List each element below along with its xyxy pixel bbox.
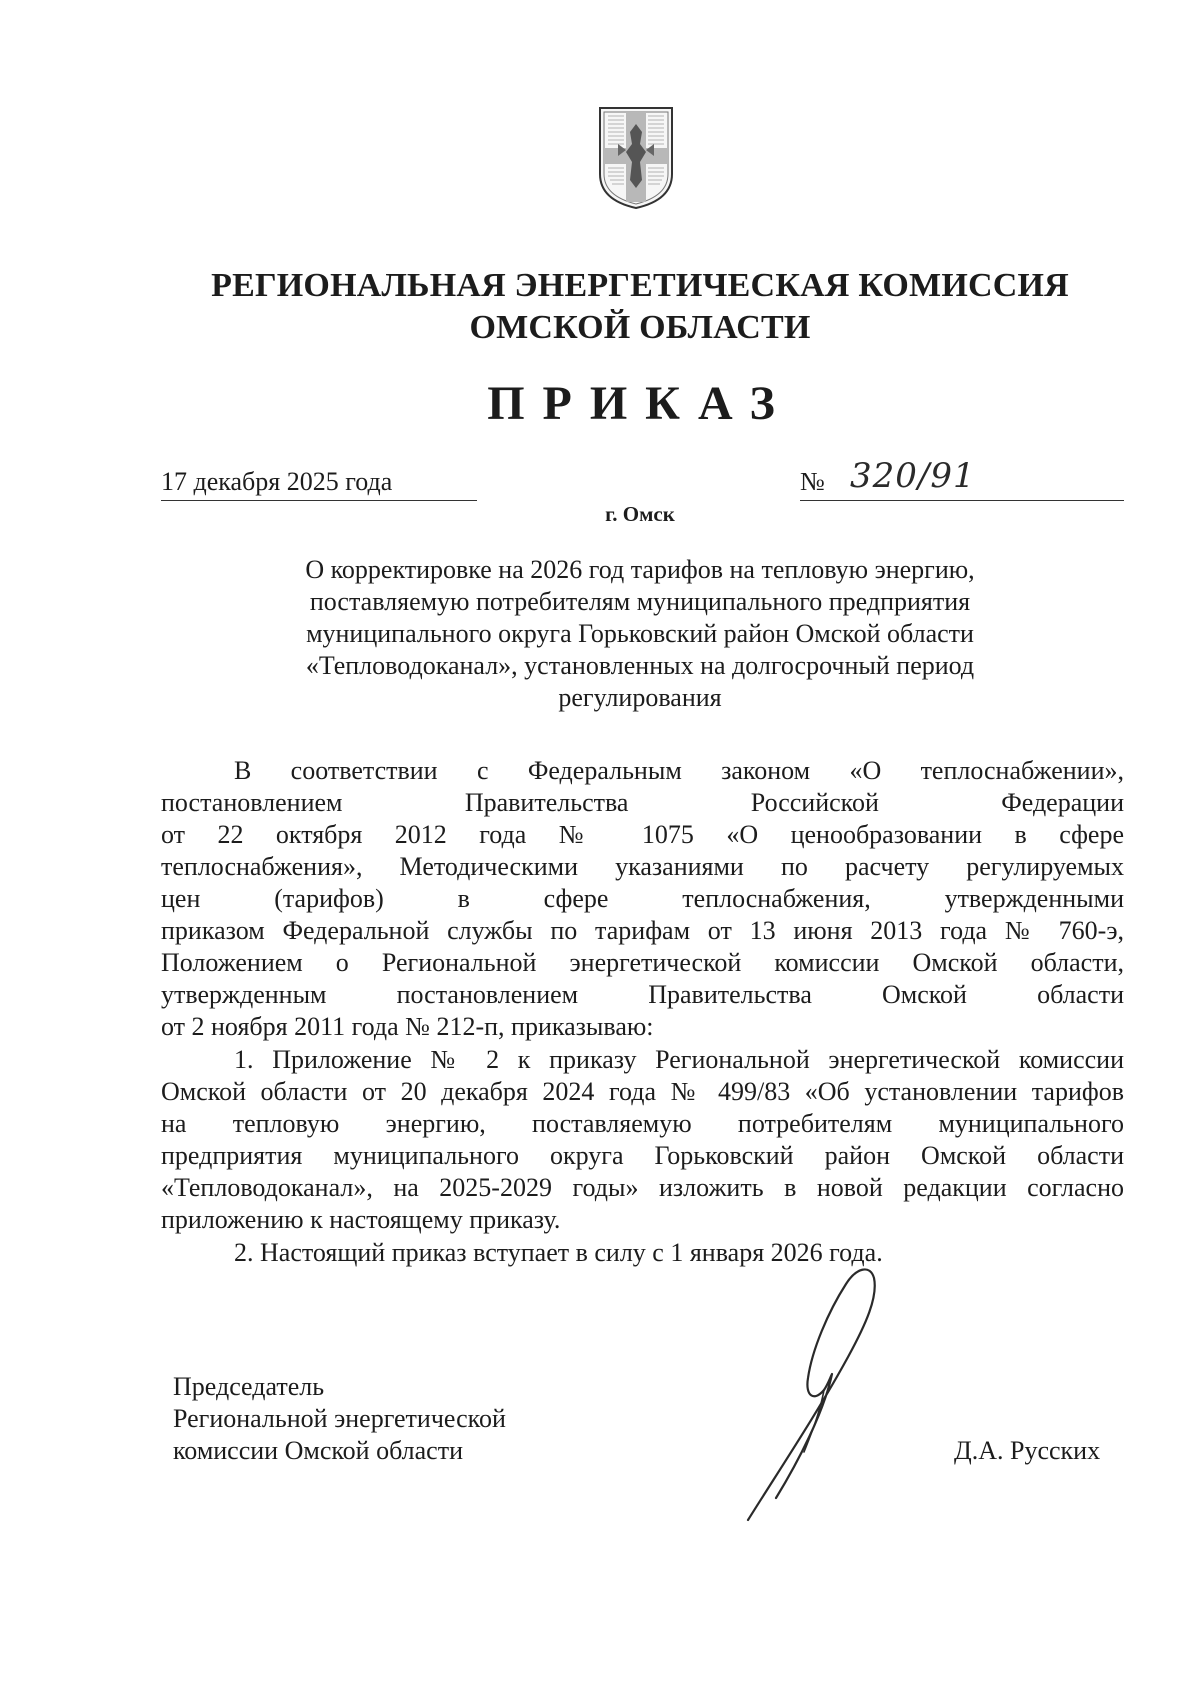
signer-name: Д.А. Русских (954, 1436, 1101, 1465)
item-line: на тепловую энергию, поставляемую потребителям муниципального (161, 1109, 1124, 1138)
signer-position-line: комиссии Омской области (173, 1436, 463, 1465)
preamble-line: от 2 ноября 2011 года № 212-п, приказываю: (161, 1012, 654, 1041)
document-date: 17 декабря 2025 года (161, 466, 477, 501)
preamble-line: теплоснабжения», Методическими указаниями по расчету регулируемых (161, 852, 1124, 881)
coat-of-arms-icon (596, 104, 676, 212)
item-line: «Тепловодоканал», на 2025-2029 годы» изложить в новой редакции согласно (161, 1173, 1124, 1202)
subject-line: О корректировке на 2026 год тарифов на тепловую энергию, (305, 555, 975, 584)
document-subject (240, 554, 1040, 714)
order-item-1 (161, 1044, 1124, 1236)
item-line: Омской области от 20 декабря 2024 года № 499/83 «Об установлении тарифов (161, 1077, 1124, 1106)
preamble-line: постановлением Правительства Российской Федерации (161, 788, 1124, 817)
subject-line: регулирования (558, 683, 722, 712)
subject-line: поставляемую потребителям муниципального предприятия (309, 587, 971, 616)
handwritten-number: 320/91 (850, 456, 976, 496)
handwritten-signature-icon (728, 1262, 898, 1524)
number-sign: № (800, 467, 825, 496)
document-number (800, 454, 1124, 501)
item-line: предприятия муниципального округа Горьковский район Омской области (161, 1141, 1124, 1170)
organization-title-line1: РЕГИОНАЛЬНАЯ ЭНЕРГЕТИЧЕСКАЯ КОМИССИЯ (211, 267, 1069, 304)
document-type: ПРИКАЗ (487, 377, 793, 430)
order-item-2 (161, 1237, 1124, 1269)
organization-title-line2: ОМСКОЙ ОБЛАСТИ (469, 309, 811, 346)
subject-line: «Тепловодоканал», установленных на долгосрочный период (305, 651, 975, 680)
item-line: приложению к настоящему приказу. (161, 1205, 561, 1234)
signer-position-line: Председатель (173, 1372, 325, 1401)
preamble-line: от 22 октября 2012 года № 1075 «О ценообразовании в сфере (161, 820, 1124, 849)
preamble-line: приказом Федеральной службы по тарифам от 13 июня 2013 года № 760-э, (161, 916, 1124, 945)
preamble-line: цен (тарифов) в сфере теплоснабжения, утвержденными (161, 884, 1124, 913)
subject-line: муниципального округа Горьковский район Омской области (306, 619, 974, 648)
document-city: г. Омск (605, 502, 675, 526)
item-line: 2. Настоящий приказ вступает в силу с 1 января 2026 года. (234, 1238, 883, 1267)
preamble-paragraph (161, 755, 1124, 1043)
signer-position (173, 1371, 506, 1467)
preamble-line: В соответствии с Федеральным законом «О теплоснабжении», (234, 756, 1124, 785)
signer-position-line: Региональной энергетической (173, 1404, 506, 1433)
preamble-line: утвержденным постановлением Правительства Омской области (161, 980, 1124, 1009)
preamble-line: Положением о Региональной энергетической комиссии Омской области, (161, 948, 1124, 977)
item-line: 1. Приложение № 2 к приказу Региональной энергетической комиссии (234, 1045, 1124, 1074)
